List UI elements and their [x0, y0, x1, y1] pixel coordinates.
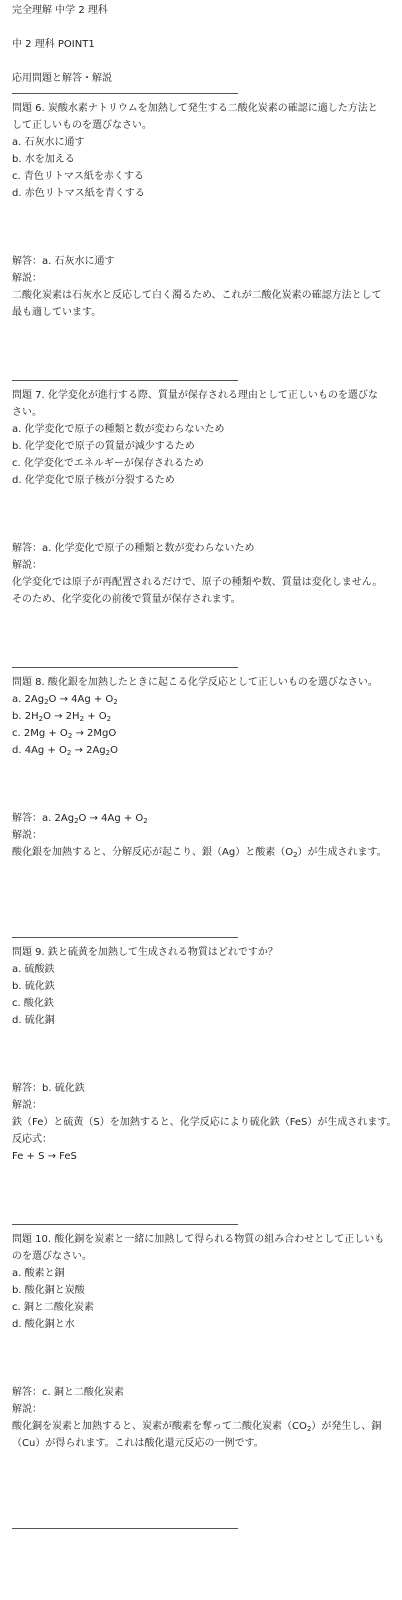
option-a: a. 化学変化で原子の種類と数が変わらないため: [12, 424, 225, 435]
spacer: [12, 1165, 390, 1218]
divider: [12, 380, 238, 381]
explanation-label: 解説：: [12, 1100, 42, 1111]
formula-text: Fe + S → FeS: [12, 1151, 77, 1162]
subscript: 2: [143, 817, 148, 825]
subscript: 2: [38, 715, 44, 723]
text-fragment: 2Mg + O: [23, 728, 68, 739]
subscript: 2: [105, 749, 111, 757]
subscript: 2: [74, 817, 79, 825]
question-text: して正しいものを選びなさい。: [12, 120, 152, 131]
spacer: [12, 53, 390, 70]
explanation-label: 解説：: [12, 1404, 42, 1415]
explanation-text: 鉄（Fe）と硫黄（S）を加熱すると、化学反応により硫化鉄（FeS）が生成されます。: [12, 1117, 397, 1128]
explanation-text: 最も適しています。: [12, 307, 102, 318]
subscript: 2: [79, 715, 85, 723]
option-c: c. 化学変化でエネルギーが保存されるため: [12, 458, 204, 469]
question-text: 問題 7. 化学変化が進行する際、質量が保存される理由として正しいものを選びな: [12, 390, 378, 401]
explanation-text: （Cu）が得られます。これは酸化還元反応の一例です。: [12, 1438, 264, 1449]
text-fragment: a.: [42, 813, 55, 824]
question-text: 問題 10. 酸化銅を炭素と一緒に加熱して得られる物質の組み合わせとして正しいも: [12, 1234, 385, 1245]
text-fragment: c. 銅と二酸化炭素: [42, 1387, 124, 1398]
answer-prefix: 解答：: [12, 256, 42, 267]
subscript: 2: [67, 732, 73, 740]
text-fragment: 2H: [24, 711, 39, 722]
explanation-text: [12, 1418, 390, 1435]
spacer: [12, 861, 390, 931]
divider: [12, 93, 238, 94]
text-fragment: 4Ag + O: [24, 745, 67, 756]
question-text: 問題 6. 炭酸水素ナトリウムを加熱して発生する二酸化炭素の確認に適した方法と: [12, 103, 378, 114]
text-fragment: ）が生成されます。: [297, 847, 387, 858]
explanation-label: 解説：: [12, 830, 42, 841]
explanation-label: 解説：: [12, 560, 42, 571]
divider: [12, 667, 238, 668]
option-c: c. 青色リトマス紙を赤くする: [12, 171, 144, 182]
question-text: のを選びなさい。: [12, 1251, 92, 1262]
text-fragment: b. 硫化鉄: [42, 1083, 85, 1094]
option-c: c. 酸化鉄: [12, 998, 54, 1009]
text-fragment: b.: [12, 711, 25, 722]
answer: [12, 1384, 390, 1401]
option-b: b. 硫化鉄: [12, 981, 55, 992]
text-fragment: 酸化銀を加熱すると、分解反応が起こり、銀（Ag）と酸素（O: [12, 847, 294, 858]
text-fragment: 解答：: [12, 1387, 42, 1398]
spacer: [12, 202, 390, 253]
subscript: 2: [66, 749, 72, 757]
text-fragment: O → 4Ag + O: [48, 694, 114, 705]
option-d: d. 赤色リトマス紙を青くする: [12, 188, 145, 199]
text-fragment: 2Ag: [54, 813, 75, 824]
option-a: [12, 691, 390, 708]
text-fragment: 酸化銅を炭素と加熱すると、炭素が酸素を奪って二酸化炭素（CO: [12, 1421, 307, 1432]
text-fragment: O → 4Ag + O: [78, 813, 144, 824]
subscript: 2: [306, 1425, 312, 1433]
text-fragment: ）が発生し、銅: [311, 1421, 382, 1432]
text-fragment: O → 2H: [43, 711, 80, 722]
divider: [12, 1528, 238, 1529]
subscript: 2: [106, 715, 112, 723]
answer: [12, 810, 390, 827]
formula-label: 反応式：: [12, 1134, 52, 1145]
text-fragment: → 2Ag: [71, 745, 106, 756]
question-9: [12, 944, 397, 1165]
option-c: [12, 725, 390, 742]
text-fragment: + O: [84, 711, 107, 722]
spacer: [12, 1333, 390, 1384]
text-fragment: a.: [12, 694, 25, 705]
option-d: d. 硫化銅: [12, 1015, 55, 1026]
option-b: b. 化学変化で原子の質量が減少するため: [12, 441, 195, 452]
question-text: さい。: [12, 407, 42, 418]
text-fragment: 解答：: [12, 1083, 42, 1094]
spacer: [12, 19, 390, 36]
question-6: [12, 100, 390, 321]
question-8: [12, 674, 390, 861]
answer: [12, 253, 390, 270]
explanation-label: 解説：: [12, 273, 42, 284]
spacer: [12, 1029, 390, 1080]
section-title: 中 2 理科 POINT1: [12, 39, 95, 50]
spacer: [12, 608, 390, 661]
option-d: d. 化学変化で原子核が分裂するため: [12, 475, 175, 486]
question-7: [12, 387, 390, 608]
subscript: 2: [293, 851, 298, 859]
answer-text: a. 化学変化で原子の種類と数が変わらないため: [42, 543, 255, 554]
answer-text: a. 石灰水に通す: [42, 256, 115, 267]
divider: [12, 937, 238, 938]
divider: [12, 1224, 238, 1225]
option-a: a. 酸素と銅: [12, 1268, 65, 1279]
spacer: [12, 489, 390, 540]
explanation-text: [12, 844, 390, 861]
book-title: 完全理解 中学 2 理科: [12, 5, 108, 16]
question-10: [12, 1231, 390, 1452]
subscript: 2: [44, 698, 49, 706]
explanation-text: 化学変化では原子が再配置されるだけで、原子の種類や数、質量は変化しません。: [12, 577, 383, 588]
answer-prefix: 解答：: [12, 543, 42, 554]
answer: [12, 540, 390, 557]
option-b: b. 水を加える: [12, 154, 75, 165]
text-fragment: 2Ag: [24, 694, 45, 705]
option-b: [12, 708, 390, 725]
section-subtitle: 応用問題と解答・解説: [12, 73, 112, 84]
spacer: [12, 321, 390, 374]
subscript: 2: [113, 698, 118, 706]
option-a: a. 石灰水に通す: [12, 137, 85, 148]
question-text: 問題 8. 酸化銀を加熱したときに起こる化学反応として正しいものを選びなさい。: [12, 677, 378, 688]
text-fragment: 解答：: [12, 813, 42, 824]
text-fragment: d.: [12, 745, 25, 756]
text-fragment: → 2MgO: [72, 728, 117, 739]
option-c: c. 銅と二酸化炭素: [12, 1302, 94, 1313]
explanation-text: 二酸化炭素は石灰水と反応して白く濁るため、これが二酸化炭素の確認方法として: [12, 290, 382, 301]
answer: [12, 1080, 390, 1097]
explanation-text: そのため、化学変化の前後で質量が保存されます。: [12, 594, 241, 605]
option-a: a. 硫酸鉄: [12, 964, 55, 975]
option-d: d. 酸化銅と水: [12, 1319, 75, 1330]
option-b: b. 酸化銅と炭酸: [12, 1285, 85, 1296]
spacer: [12, 759, 390, 810]
option-d: [12, 742, 390, 759]
text-fragment: c.: [12, 728, 24, 739]
spacer: [12, 1452, 390, 1522]
text-fragment: O: [110, 745, 118, 756]
question-text: 問題 9. 鉄と硫黄を加熱して生成される物質はどれですか？: [12, 947, 278, 958]
